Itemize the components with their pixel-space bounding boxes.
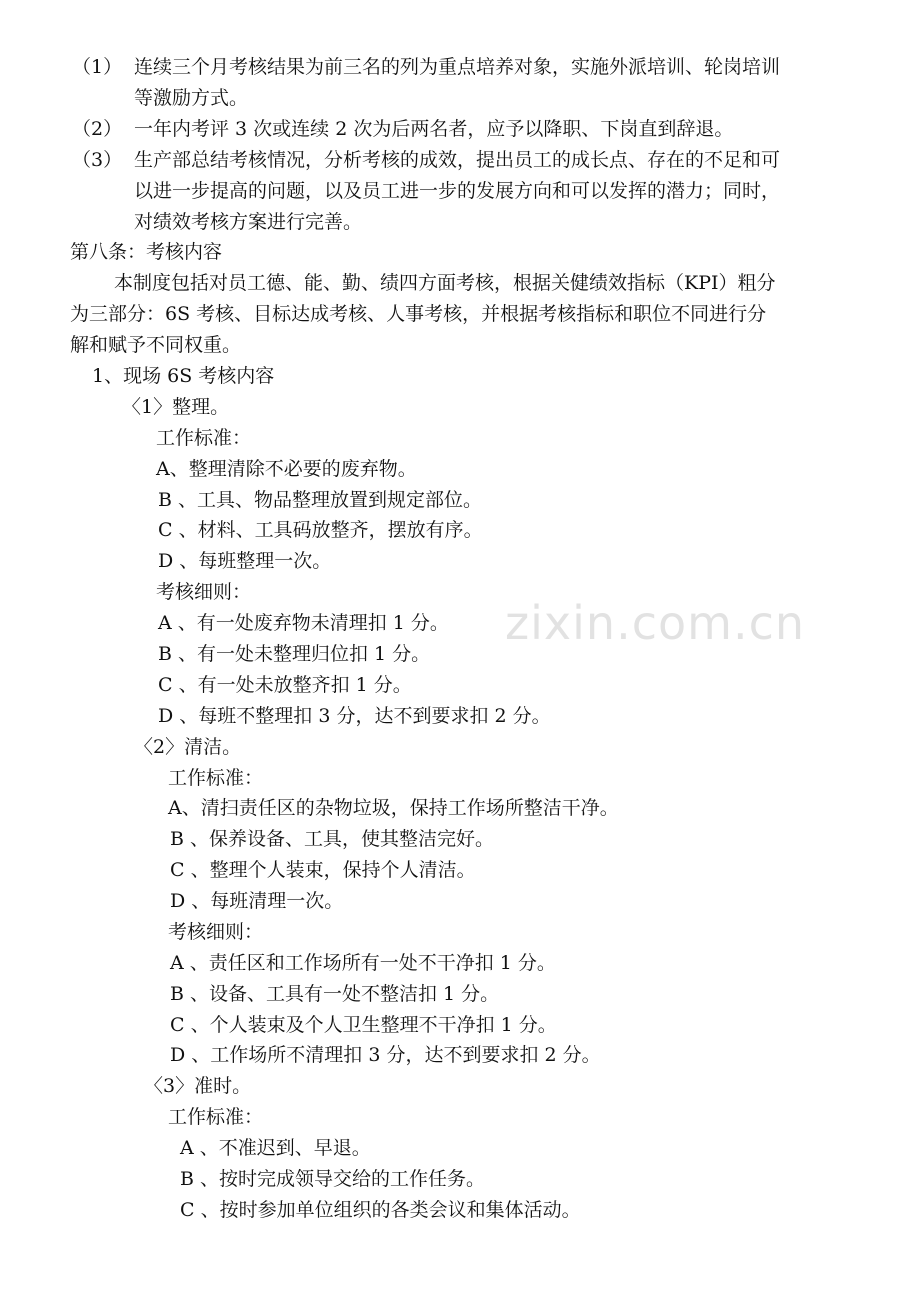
standard-item: A 、不准迟到、早退。: [180, 1137, 371, 1159]
standard-item: C 、整理个人装束，保持个人清洁。: [170, 859, 476, 881]
rule-label: 考核细则：: [168, 921, 264, 943]
standard-item: A、整理清除不必要的废弃物。: [156, 458, 417, 480]
list-item-text: 生产部总结考核情况，分析考核的成效，提出员工的成长点、存在的不足和可: [134, 149, 781, 171]
subsection-title: 〈2〉清洁。: [134, 736, 242, 758]
standard-item: B 、按时完成领导交给的工作任务。: [180, 1168, 486, 1190]
list-number: （3）: [72, 149, 123, 171]
list-item-text: 连续三个月考核结果为前三名的列为重点培养对象，实施外派培训、轮岗培训: [134, 56, 781, 78]
rule-item: A 、责任区和工作场所有一处不干净扣 1 分。: [170, 952, 556, 974]
standard-label: 工作标准：: [168, 1106, 264, 1128]
standard-label: 工作标准：: [168, 767, 264, 789]
paragraph-line: 解和赋予不同权重。: [70, 334, 242, 356]
paragraph-line: 为三部分：6S 考核、目标达成考核、人事考核，并根据考核指标和职位不同进行分: [70, 303, 767, 325]
rule-item: A 、有一处废弃物未清理扣 1 分。: [158, 612, 449, 634]
list-number: （1）: [72, 56, 123, 78]
rule-label: 考核细则：: [156, 581, 252, 603]
rule-item: C 、有一处未放整齐扣 1 分。: [158, 674, 412, 696]
rule-item: C 、个人装束及个人卫生整理不干净扣 1 分。: [170, 1014, 557, 1036]
standard-label: 工作标准：: [156, 427, 252, 449]
standard-item: D 、每班整理一次。: [158, 550, 332, 572]
subsection-title: 〈3〉准时。: [144, 1075, 252, 1097]
subsection-title: 〈1〉整理。: [122, 396, 230, 418]
list-item-text: 对绩效考核方案进行完善。: [134, 211, 363, 233]
list-item-text: 一年内考评 3 次或连续 2 次为后两名者，应予以降职、下岗直到辞退。: [134, 118, 734, 140]
list-number: （2）: [72, 118, 123, 140]
section-title: 1、现场 6S 考核内容: [92, 365, 275, 387]
rule-item: B 、有一处未整理归位扣 1 分。: [158, 643, 431, 665]
list-item-text: 等激励方式。: [134, 87, 249, 109]
standard-item: C 、材料、工具码放整齐，摆放有序。: [158, 519, 483, 541]
paragraph-line: 本制度包括对员工德、能、勤、绩四方面考核，根据关健绩效指标（KPI）粗分: [114, 272, 776, 294]
standard-item: B 、工具、物品整理放置到规定部位。: [158, 489, 483, 511]
standard-item: D 、每班清理一次。: [170, 890, 344, 912]
article-heading: 第八条：考核内容: [70, 241, 223, 263]
list-item-text: 以进一步提高的问题，以及员工进一步的发展方向和可以发挥的潜力；同时，: [134, 180, 781, 202]
rule-item: D 、每班不整理扣 3 分，达不到要求扣 2 分。: [158, 705, 551, 727]
standard-item: C 、按时参加单位组织的各类会议和集体活动。: [180, 1199, 581, 1221]
rule-item: D 、工作场所不清理扣 3 分，达不到要求扣 2 分。: [170, 1044, 601, 1066]
standard-item: B 、保养设备、工具，使其整洁完好。: [170, 828, 495, 850]
watermark: zixin.com.cn: [505, 596, 806, 650]
rule-item: B 、设备、工具有一处不整洁扣 1 分。: [170, 983, 500, 1005]
standard-item: A、清扫责任区的杂物垃圾，保持工作场所整洁干净。: [168, 797, 619, 819]
